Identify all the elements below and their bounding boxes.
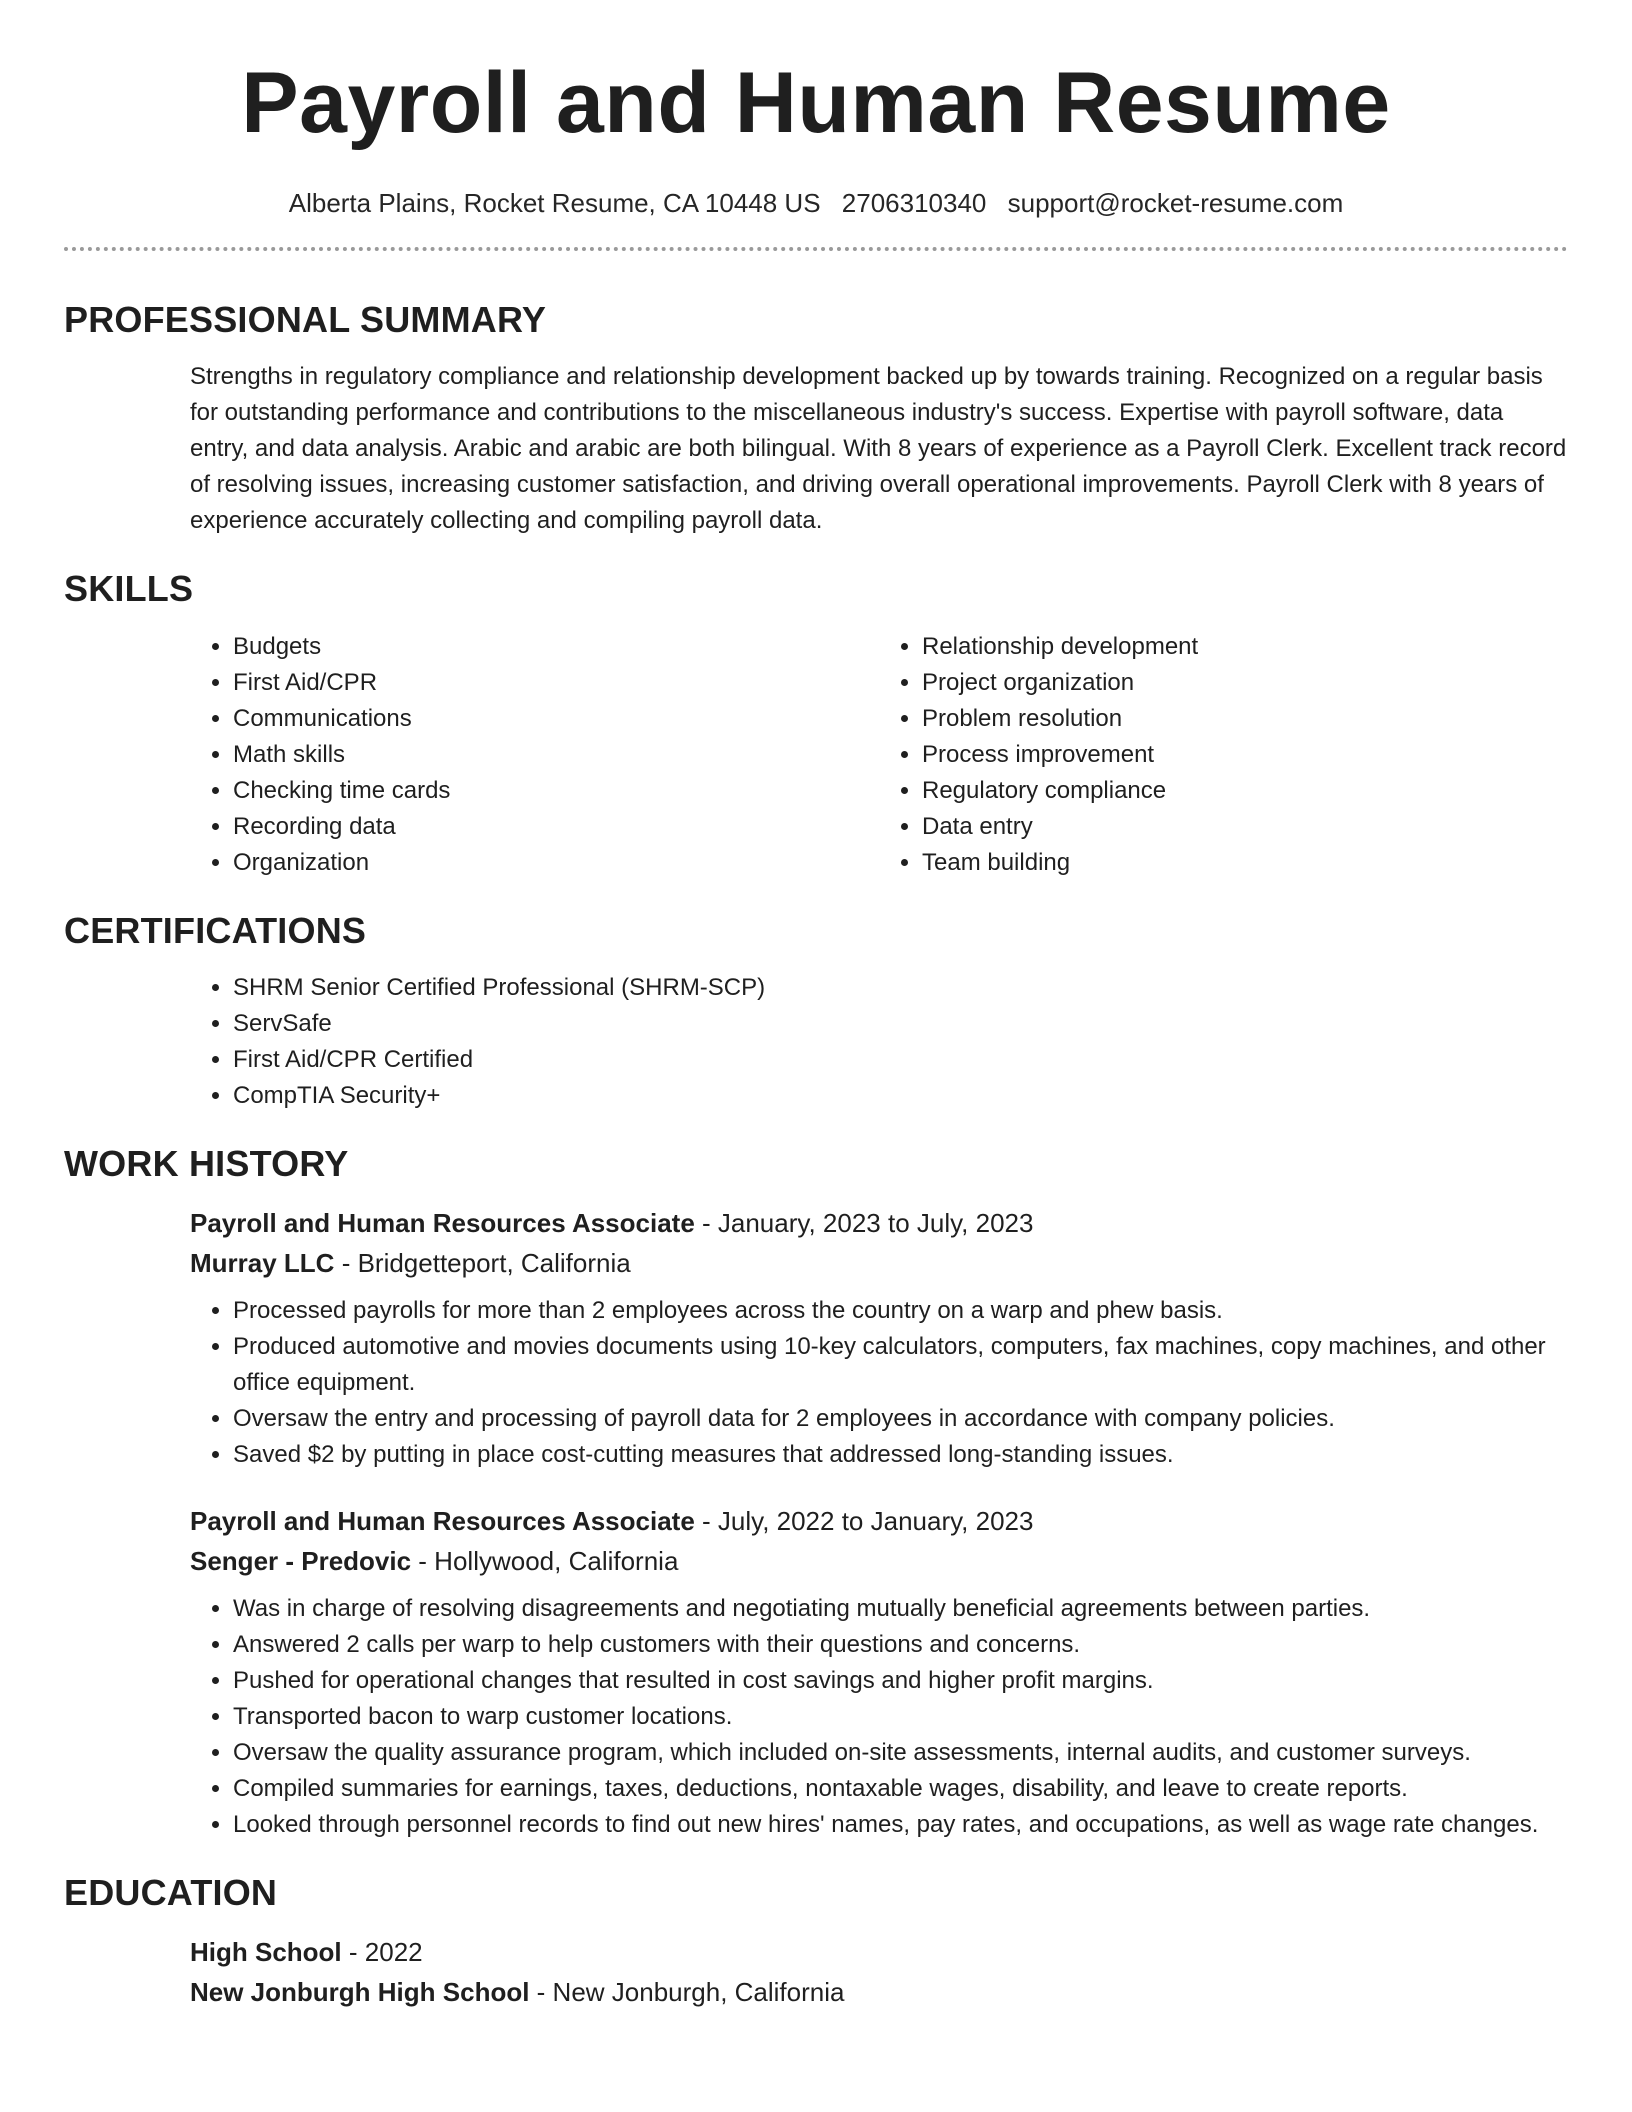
list-item: • Saved $2 by putting in place cost-cutting measures that addressed long-standing issues. (233, 1437, 1568, 1473)
skills-section (64, 629, 1568, 881)
job-location: - Hollywood, California (411, 1545, 679, 1576)
list-item: • First Aid/CPR Certified (233, 1042, 1568, 1078)
list-item: • CompTIA Security+ (233, 1078, 1568, 1114)
list-item: • Checking time cards (233, 773, 879, 809)
skills-title: SKILLS (64, 568, 194, 610)
skills-right-list (879, 629, 1568, 881)
contact-line (64, 188, 1568, 219)
job-dates: - January, 2023 to July, 2023 (694, 1207, 1034, 1238)
job-role: Payroll and Human Resources Associate (190, 1207, 695, 1238)
education-title: EDUCATION (64, 1871, 278, 1913)
list-item: • Data entry (922, 809, 1568, 845)
list-item: • Process improvement (922, 737, 1568, 773)
resume-name: Payroll and Human Resume (241, 55, 1391, 151)
list-item: • Problem resolution (922, 701, 1568, 737)
education-year: - 2022 (341, 1937, 423, 1968)
list-item: • Pushed for operational changes that resulted in cost savings and higher profit margins. (233, 1663, 1568, 1699)
job-role: Payroll and Human Resources Associate (190, 1505, 695, 1536)
list-item: • Relationship development (922, 629, 1568, 665)
contact-phone: 2706310340 (841, 188, 987, 218)
list-item: • Budgets (233, 629, 879, 665)
list-item: • Oversaw the entry and processing of payroll data for 2 employees in accordance with company policies. (233, 1401, 1568, 1437)
education-section (64, 1932, 1568, 2012)
job-company-line (190, 1243, 1568, 1283)
education-location: - New Jonburgh, California (529, 1977, 845, 2008)
list-item: • Communications (233, 701, 879, 737)
list-item: • Processed payrolls for more than 2 employees across the country on a warp and phew basis. (233, 1293, 1568, 1329)
job-dates: - July, 2022 to January, 2023 (694, 1505, 1034, 1536)
job-entry (190, 1203, 1568, 1473)
skills-grid (190, 629, 1568, 881)
education-school: New Jonburgh High School (190, 1977, 530, 2008)
work-history-section (64, 1203, 1568, 1843)
work-history-title: WORK HISTORY (64, 1142, 349, 1184)
contact-address: Alberta Plains, Rocket Resume, CA 10448 US (288, 188, 821, 218)
education-degree-line (190, 1932, 1568, 1972)
list-item: • Team building (922, 845, 1568, 881)
certifications-section (64, 970, 1568, 1114)
header-divider (64, 247, 1568, 251)
job-title-line (190, 1501, 1568, 1541)
list-item: • Oversaw the quality assurance program, which included on-site assessments, internal audits, and customer surveys. (233, 1735, 1568, 1771)
contact-email: support@rocket-resume.com (1007, 188, 1344, 218)
job-company: Senger - Predovic (190, 1545, 412, 1576)
list-item: • SHRM Senior Certified Professional (SHRM-SCP) (233, 970, 1568, 1006)
list-item: • Project organization (922, 665, 1568, 701)
certifications-title: CERTIFICATIONS (64, 909, 367, 951)
job-title-line (190, 1203, 1568, 1243)
list-item: • Math skills (233, 737, 879, 773)
list-item: • ServSafe (233, 1006, 1568, 1042)
summary-section (64, 359, 1568, 539)
job-location: - Bridgetteport, California (334, 1247, 631, 1278)
job-company: Murray LLC (190, 1247, 335, 1278)
education-degree: High School (190, 1937, 342, 1968)
list-item: • Compiled summaries for earnings, taxes, deductions, nontaxable wages, disability, and leave to create reports. (233, 1771, 1568, 1807)
job-company-line (190, 1541, 1568, 1581)
education-school-line (190, 1972, 1568, 2012)
job-entry (190, 1501, 1568, 1843)
list-item: • Answered 2 calls per warp to help customers with their questions and concerns. (233, 1627, 1568, 1663)
certifications-list (190, 970, 1568, 1114)
list-item: • Was in charge of resolving disagreements and negotiating mutually beneficial agreements between parties. (233, 1591, 1568, 1627)
list-item: • Regulatory compliance (922, 773, 1568, 809)
list-item: • Transported bacon to warp customer locations. (233, 1699, 1568, 1735)
skills-left-list (190, 629, 879, 881)
summary-text: Strengths in regulatory compliance and relationship development backed up by towards training. Recognized on a regular basis for outstanding performance and contributions to the miscellaneous industry's success. Expertise with payroll software, data entry, and data analysis. Arabic and arabic are both bilingual. With 8 years of experience as a Payroll Clerk. Excellent track record of resolving issues, increasing customer satisfaction, and driving overall operational improvements. Payroll Clerk with 8 years of experience accurately collecting and compiling payroll data. (190, 363, 1567, 535)
list-item: • Looked through personnel records to find out new hires' names, pay rates, and occupations, as well as wage rate changes. (233, 1807, 1568, 1843)
list-item: • Organization (233, 845, 879, 881)
list-item: • Recording data (233, 809, 879, 845)
list-item: • Produced automotive and movies documents using 10-key calculators, computers, fax machines, copy machines, and other office equipment. (233, 1329, 1568, 1401)
summary-title: PROFESSIONAL SUMMARY (64, 299, 547, 341)
job-bullets (190, 1293, 1568, 1473)
list-item: • First Aid/CPR (233, 665, 879, 701)
job-bullets (190, 1591, 1568, 1843)
